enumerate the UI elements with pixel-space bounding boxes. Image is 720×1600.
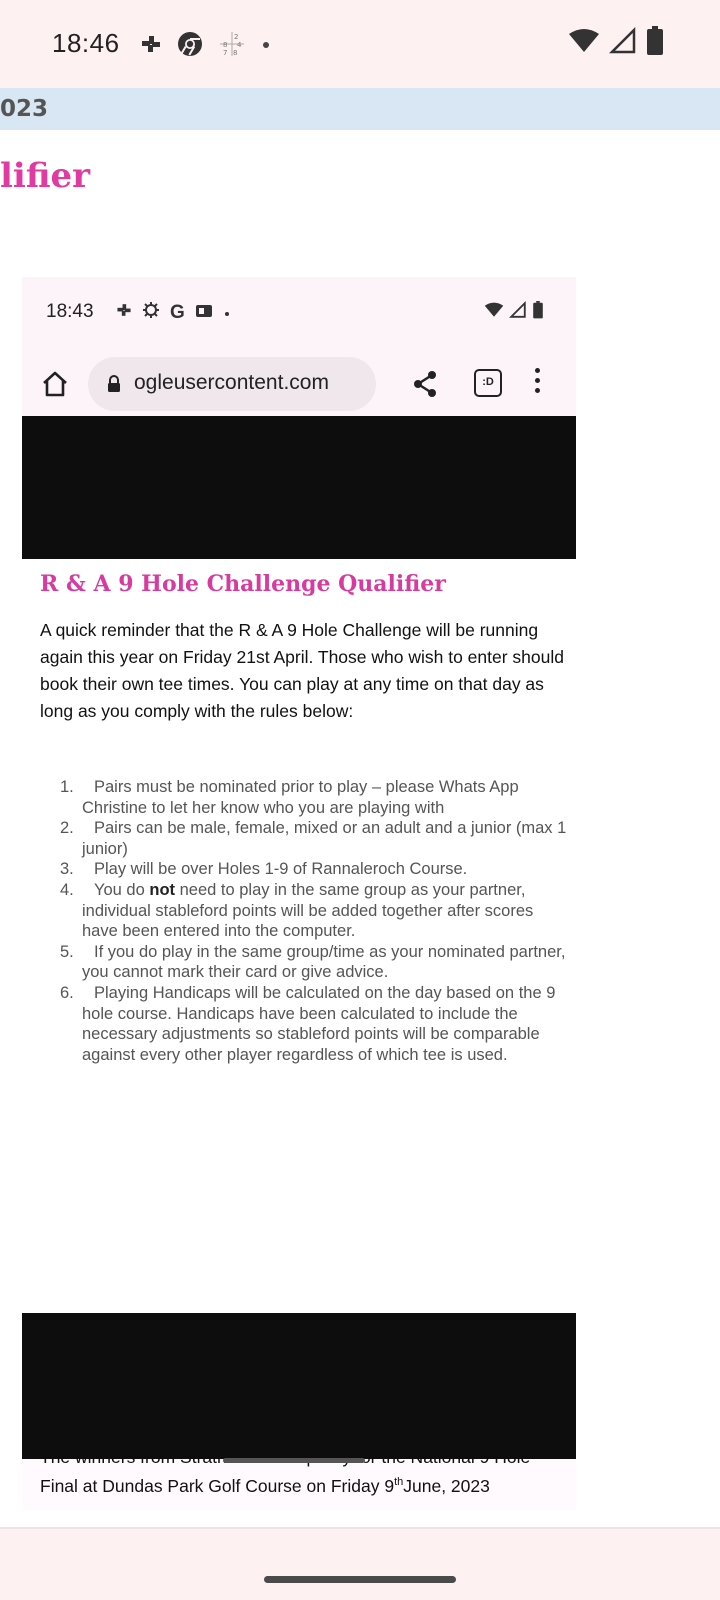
rules-list (60, 777, 570, 1065)
article (22, 559, 576, 1496)
status-bar (0, 0, 720, 88)
embedded-screenshot[interactable] (22, 277, 576, 1510)
article-title: R & A 9 Hole Challenge Qualifier (40, 571, 446, 597)
settings-gear-icon (142, 301, 160, 324)
list-number: 1. (60, 778, 74, 796)
browser-toolbar (22, 347, 576, 423)
list-text (82, 880, 570, 942)
date-band (0, 88, 720, 130)
list-item (60, 880, 570, 942)
list-text: Pairs must be nominated prior to play – please Whats App Christine to let her know who you are playing with (82, 778, 519, 817)
lock-icon (106, 375, 122, 398)
list-text: Playing Handicaps will be calculated on the day based on the 9 hole course. Handicaps have been calculated to include the necessary adjustments so stableford points will be comparable against every other player regardless of which tee is used. (82, 983, 556, 1064)
list-number: 2. (60, 819, 74, 838)
svg-text:8: 8 (223, 41, 228, 49)
winners-text: Final at Dundas Park Golf Course on Friday 9 (40, 1476, 395, 1496)
wifi-icon (568, 28, 600, 59)
status-time: 18:46 (52, 28, 120, 58)
list-item (60, 859, 570, 880)
date-fragment: 023 (0, 96, 49, 122)
slack-icon (140, 33, 162, 60)
overflow-menu-icon[interactable] (530, 365, 544, 401)
svg-text:8: 8 (233, 49, 238, 57)
embedded-system-icons (484, 301, 544, 324)
battery-icon (646, 26, 664, 61)
list-item (60, 983, 570, 1065)
list-text-before: You do (94, 880, 150, 899)
google-icon: G (170, 301, 185, 323)
embedded-notification-icons (116, 301, 231, 324)
winners-text-end: June, 2023 (403, 1476, 490, 1496)
svg-text:7: 7 (223, 49, 228, 57)
list-number: 6. (60, 983, 74, 1002)
url-text: ogleusercontent.com (134, 371, 329, 394)
article-intro: A quick reminder that the R & A 9 Hole Challenge will be running again this year on Friday 21st April. Those who wish to enter should book their own tee times. You can play at any time on that day as long as you comply with the rules below: (40, 620, 564, 721)
image-placeholder-top (22, 416, 576, 559)
list-number: 4. (60, 880, 74, 899)
svg-text:4: 4 (237, 41, 242, 49)
gesture-handle[interactable] (264, 1576, 456, 1583)
list-text-bold: not (149, 880, 176, 899)
system-icons (568, 26, 664, 61)
list-text: Pairs can be male, female, mixed or an adult and a junior (max 1 junior) (82, 819, 567, 858)
embedded-status-time: 18:43 (46, 301, 94, 322)
svg-text:2: 2 (234, 33, 239, 41)
image-placeholder-bottom (22, 1313, 576, 1459)
list-text: If you do play in the same group/time as your nominated partner, you cannot mark their card or give advice. (82, 942, 566, 982)
battery-icon (532, 301, 544, 324)
list-item (60, 942, 570, 983)
winners-superscript: th (394, 1476, 404, 1488)
list-text-after: need to play in the same group as your partner, individual stableford points will be added together after scores have been entered into the computer. (82, 880, 534, 941)
navigation-bar (0, 1529, 720, 1600)
tab-switcher-button[interactable]: :D (474, 369, 502, 397)
share-icon[interactable] (412, 369, 438, 404)
card-icon (195, 302, 213, 323)
slack-icon (116, 302, 132, 323)
list-item (60, 818, 570, 859)
chrome-icon (176, 30, 204, 63)
signal-icon (610, 28, 636, 59)
list-item (60, 777, 570, 818)
dot-icon (223, 302, 231, 323)
list-number: 3. (60, 860, 74, 879)
page-title-fragment: lifier (0, 156, 91, 196)
sudoku-icon (218, 30, 246, 63)
wifi-icon (484, 302, 504, 323)
url-bar[interactable] (88, 357, 376, 411)
signal-icon (510, 302, 526, 323)
home-icon[interactable] (40, 369, 70, 399)
dot-icon (260, 38, 272, 56)
list-text: Play will be over Holes 1-9 of Rannaleroch Course. (94, 860, 468, 879)
notification-icons (140, 30, 272, 63)
embedded-gesture-bar (223, 1458, 365, 1463)
list-number: 5. (60, 942, 74, 961)
embedded-status-bar (22, 277, 576, 347)
